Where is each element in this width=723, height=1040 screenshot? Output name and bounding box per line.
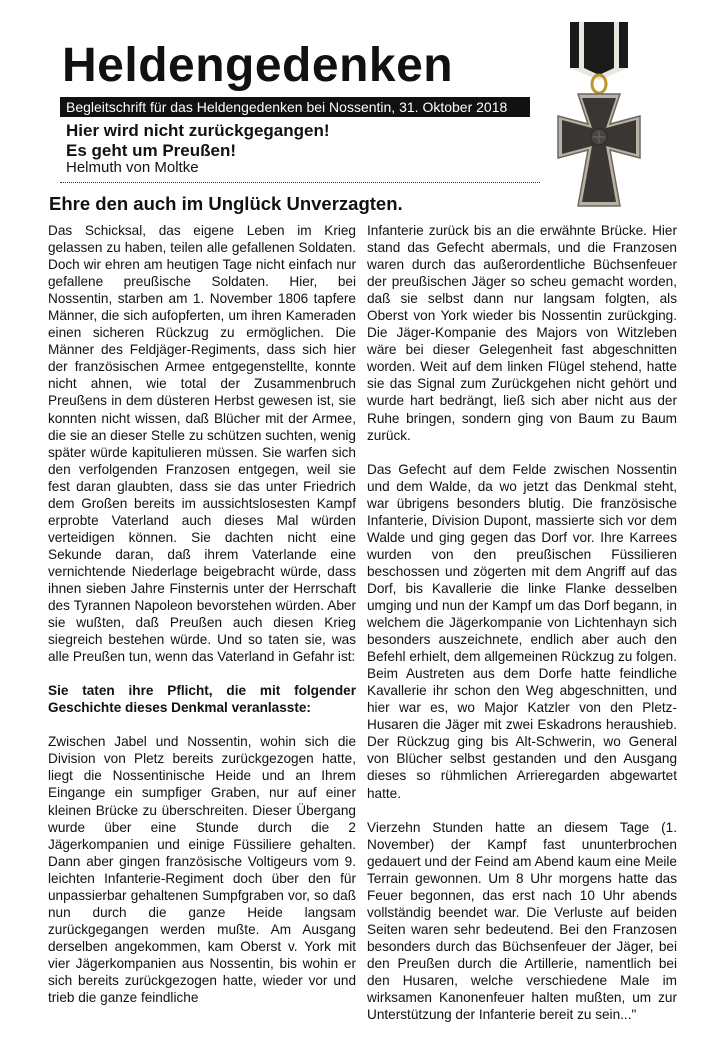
article-heading: Ehre den auch im Unglück Unverzagten. — [49, 193, 403, 214]
paragraph: Das Schicksal, das eigene Leben im Krieg gelassen zu haben, teilen alle gefallenen Soldaten. Doch wir ehren am heutigen Tage nicht einfach nur gefallene preußische Soldaten. Hier, bei Nossentin, starben am 1. November 1806 tapfere Männer, die sich aufopferten, um ihren Kameraden einen sicheren Rückzug zu ermöglichen. Die Männer des Feldjäger-Regiments, dass sich hier der französischen Armee entgegenstellte, konnte nicht ahnen, wie total der Zusammenbruch Preußens in dem düsteren Herbst gewesen ist, sie konnten nicht wissen, daß Blücher mit der Armee, die sie an dieser Stelle zu schützen suchten, wenig später würde kapitulieren müssen. Sie warfen sich den verfolgenden Franzosen entgegen, weil sie fest daran glaubten, dass sie das unter Friedrich dem Großen bereits im aussichtslosesten Kampf erprobte Vaterland auch dieses Mal würden verteidigen können. Sie dachten nicht eine Sekunde daran, daß ihrem Vaterlande eine vernichtende Niederlage beigebracht würde, dass ihnen sieben Jahre Finsternis unter der Herrschaft des Tyrannen Napoleon bevorstehen würden. Aber sie wußten, daß Preußen auch diesen Krieg siegreich bestehen würde. Und so taten sie, was alle Preußen tun, wenn das Vaterland in Gefahr ist: — [48, 223, 356, 665]
quote-line-2: Es geht um Preußen! — [66, 141, 237, 160]
dotted-divider — [60, 182, 540, 183]
quote-author: Helmuth von Moltke — [66, 159, 199, 176]
subtitle-bar — [60, 97, 530, 117]
subtitle-text: Begleitschrift für das Heldengedenken bei Nossentin, 31. Oktober 2018 — [66, 99, 508, 115]
paragraph: Das Gefecht auf dem Felde zwischen Nossentin und dem Walde, da wo jetzt das Denkmal steht, war übrigens besonders blutig. Die französische Infanterie, Division Dupont, massierte sich vor dem Walde und ging gegen das Dorf vor. Ihre Karrees wurden von den preußischen Füssilieren beschossen und zögerten mit dem Angriff auf das Dorf, bis Kavallerie die linke Flanke desselben umging und nun der Kampf um das Dorf begann, in welchem die Jägerkompanie von Lichtenhayn sich besonders auszeichnete, endlich aber auch den Befehl erhielt, dem allgemeinen Rückzug zu folgen. Beim Austreten aus dem Dorfe hatte feindliche Kavallerie ihr schon den Weg abgeschnitten, und hier war es, wo Major Katzler von den Pletz-Husaren die Jäger mit zwei Eskadrons heraushieb. Der Rückzug ging bis Alt-Schwerin, wo General von Blücher selbst gestanden und den Ausgang dieses so rühmlichen Arrieregarden abgewartet hatte. — [367, 461, 677, 801]
right-column — [367, 222, 677, 1040]
paragraph: Vierzehn Stunden hatte an diesem Tage (1. November) der Kampf fast ununterbrochen gedauert und der Feind am Abend kaum eine Meile Terrain gewonnen. Um 8 Uhr morgens hatte das Feuer begonnen, das erst nach 10 Uhr abends vollständig beendet war. Die Verluste auf beiden Seiten waren sehr bedeutend. Bei den Franzosen besonders durch das Büchsenfeuer der Jäger, bei den Preußen durch die Artillerie, namentlich bei den Husaren, welche verschiedene Male im wirksamen Kanonenfeuer halten mußten, um zur Unterstützung der Infanterie bereit zu sein..." — [367, 819, 677, 1023]
page-title: Heldengedenken — [62, 39, 454, 92]
medal-cross-center — [562, 98, 636, 202]
left-column — [48, 222, 356, 1023]
paragraph: Infanterie zurück bis an die erwähnte Brücke. Hier stand das Gefecht abermals, und die Franzosen waren durch das außerordentliche Büchsenfeuer der preußischen Jäger so scheu gemacht worden, daß sie selbst dann nur langsam folgten, als Oberst von York wieder bis Nossentin zurückging. Die Jäger-Kompanie des Majors von Witzleben wäre bei dieser Gelegenheit fast abgeschnitten worden. Weit auf dem linken Flügel stehend, hatte sie das Signal zum Zurückgehen nicht gehört und wurde hart bedrängt, ließ sich aber nicht aus der Ruhe bringen, sondern ging von Baum zu Baum zurück. — [367, 223, 677, 443]
medal-ribbon — [570, 22, 628, 80]
iron-cross-medal-icon — [540, 20, 658, 210]
quote — [66, 121, 536, 161]
quote-line-1: Hier wird nicht zurückgegangen! — [66, 121, 330, 140]
bold-paragraph: Sie taten ihre Pflicht, die mit folgender Geschichte dieses Denkmal veranlasste: — [48, 683, 356, 716]
paragraph: Zwischen Jabel und Nossentin, wohin sich die Division von Pletz bereits zurückgezogen hatte, liegt die Nossentinische Heide und an Ihrem Eingange ein sumpfiger Graben, nur auf einer kleinen Brücke zu überschreiten. Dieser Übergang wurde über eine Stunde durch die 2 Jägerkompanien und einige Füssiliere gehalten. Dann aber gingen französische Voltigeurs vom 9. leichten Infanterie-Regiment doch über den für unpassierbar gehaltenen Sumpfgraben vor, so daß nun durch die ganze Heide langsam zurückgegangen werden mußte. Am Ausgang derselben angekommen, kam Oberst v. York mit vier Jägerkompanien aus Nossentin, bis wohin er sich bereits zurückgezogen hatte, wieder vor und trieb die ganze feindliche — [48, 734, 356, 1006]
